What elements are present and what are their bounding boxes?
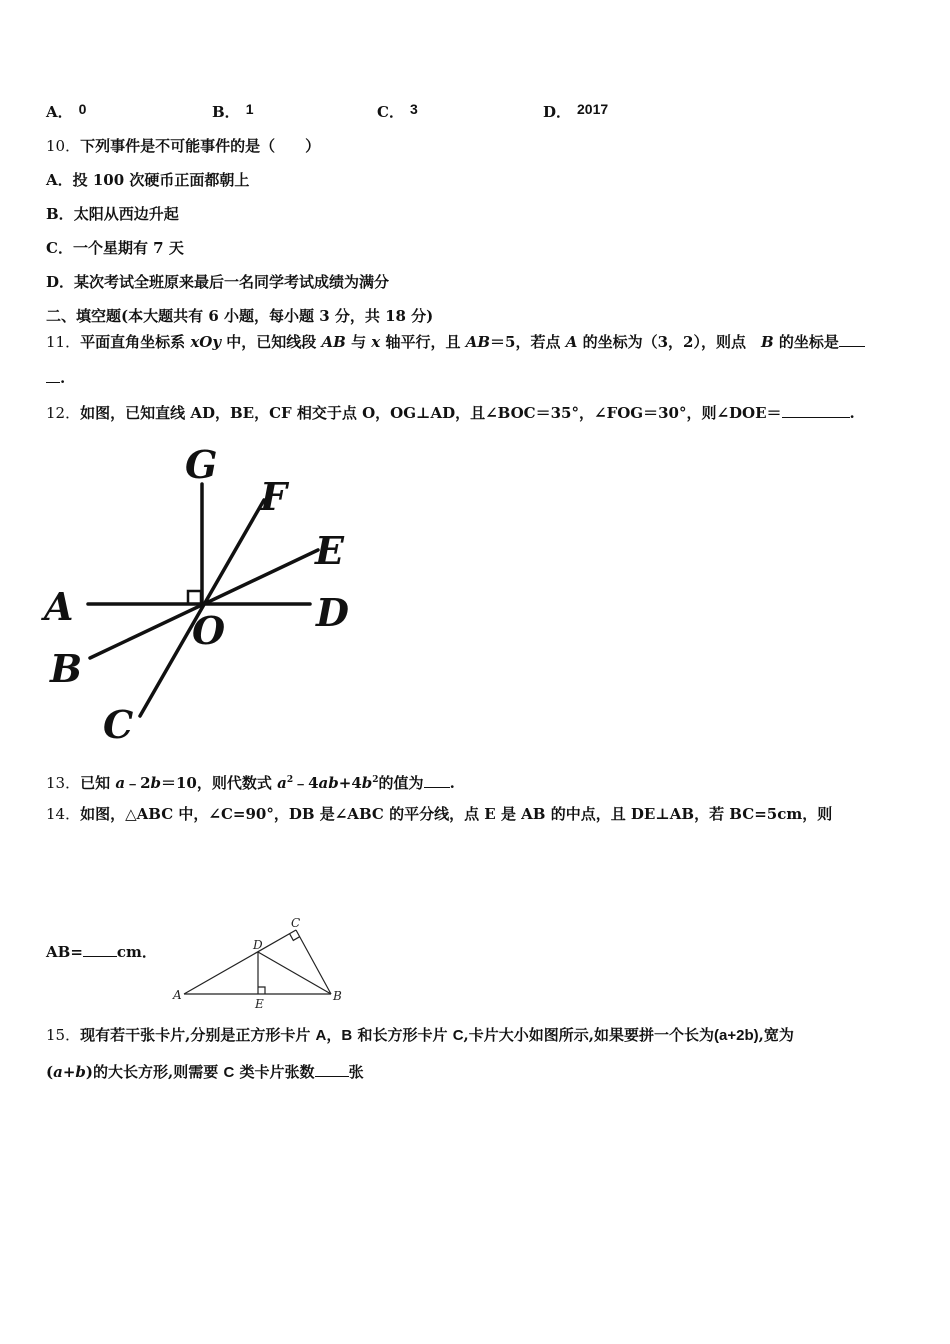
- q9-option-b: B． 1: [212, 101, 254, 121]
- q12-figure: [40, 440, 360, 750]
- q9-option-d: D． 2017: [543, 101, 609, 121]
- label-o: O: [192, 608, 226, 653]
- label-g: G: [185, 442, 218, 487]
- q11-stem: 11．平面直角坐标系 xOy 中，已知线段 AB 与 x 轴平行，且 AB＝5，若点 A 的坐标为（3，2），则点 B 的坐标是: [46, 332, 865, 352]
- q12-answer-blank: [782, 403, 850, 418]
- q15-line-2: (a+b)的大长方形,则需要 C 类卡片张数 张: [46, 1063, 364, 1081]
- q9-option-d-value: 2017: [577, 101, 609, 117]
- right-angle-e: [258, 987, 265, 994]
- side-ac: [184, 930, 296, 994]
- q9-option-c-value: 3: [409, 101, 418, 117]
- section-2-title: 二、填空题(本大题共有 6 小题，每小题 3 分，共 18 分): [46, 307, 434, 325]
- q9-option-b-value: 1: [245, 101, 254, 117]
- label-a: A: [44, 584, 74, 629]
- q10-stem: 10．下列事件是不可能事件的是（ ）: [46, 137, 321, 155]
- q10-option-c: C．一个星期有 7 天: [46, 239, 184, 257]
- label-b: B: [50, 646, 83, 691]
- q12-stem: 12．如图，已知直线 AD，BE，CF 相交于点 O，OG⊥AD，且∠BOC＝35°，∠FOG＝30°，则∠DOE＝ .: [46, 404, 855, 422]
- q9-option-a: A． 0: [46, 101, 87, 121]
- label-e: E: [315, 528, 344, 573]
- q9-option-a-value: 0: [78, 101, 87, 117]
- q11-answer-blank: [839, 332, 865, 347]
- label-c: C: [291, 916, 301, 930]
- right-angle-mark: [188, 591, 201, 604]
- label-c: C: [103, 702, 134, 747]
- q15-answer-blank: [315, 1062, 349, 1077]
- label-d: D: [316, 590, 349, 635]
- q10-option-b: B．太阳从西边升起: [46, 205, 179, 223]
- q15-line-1: 15．现有若干张卡片,分别是正方形卡片 A，B 和长方形卡片 C,卡片大小如图所示,如果要拼一个长为(a+2b),宽为: [46, 1026, 794, 1044]
- label-f: F: [260, 474, 287, 519]
- label-d: D: [253, 938, 263, 952]
- q13-answer-blank: [424, 773, 450, 788]
- label-a: A: [173, 988, 182, 1002]
- q14-answer-blank: [83, 942, 117, 957]
- q13-stem: 13．已知 a﹣2b＝10，则代数式 $a^2﹣4ab+4b^2$的值为 .: [46, 774, 455, 792]
- q10-option-a: A．投 100 次硬币正面都朝上: [46, 171, 250, 189]
- q11-answer-blank-cont: [46, 368, 60, 383]
- q14-stem: 14．如图，△ABC 中，∠C=90°，DB 是∠ABC 的平分线，点 E 是 AB 的中点，且 DE⊥AB，若 BC=5cm，则: [46, 805, 833, 823]
- q14-figure: [170, 912, 350, 1012]
- label-b: B: [333, 989, 342, 1003]
- label-e: E: [255, 997, 264, 1011]
- q14-answer-line: AB= cm．: [46, 943, 157, 961]
- q9-option-c: C． 3: [377, 101, 418, 121]
- q11-continuation: .: [46, 368, 65, 388]
- q10-option-d: D．某次考试全班原来最后一名同学考试成绩为满分: [46, 273, 390, 291]
